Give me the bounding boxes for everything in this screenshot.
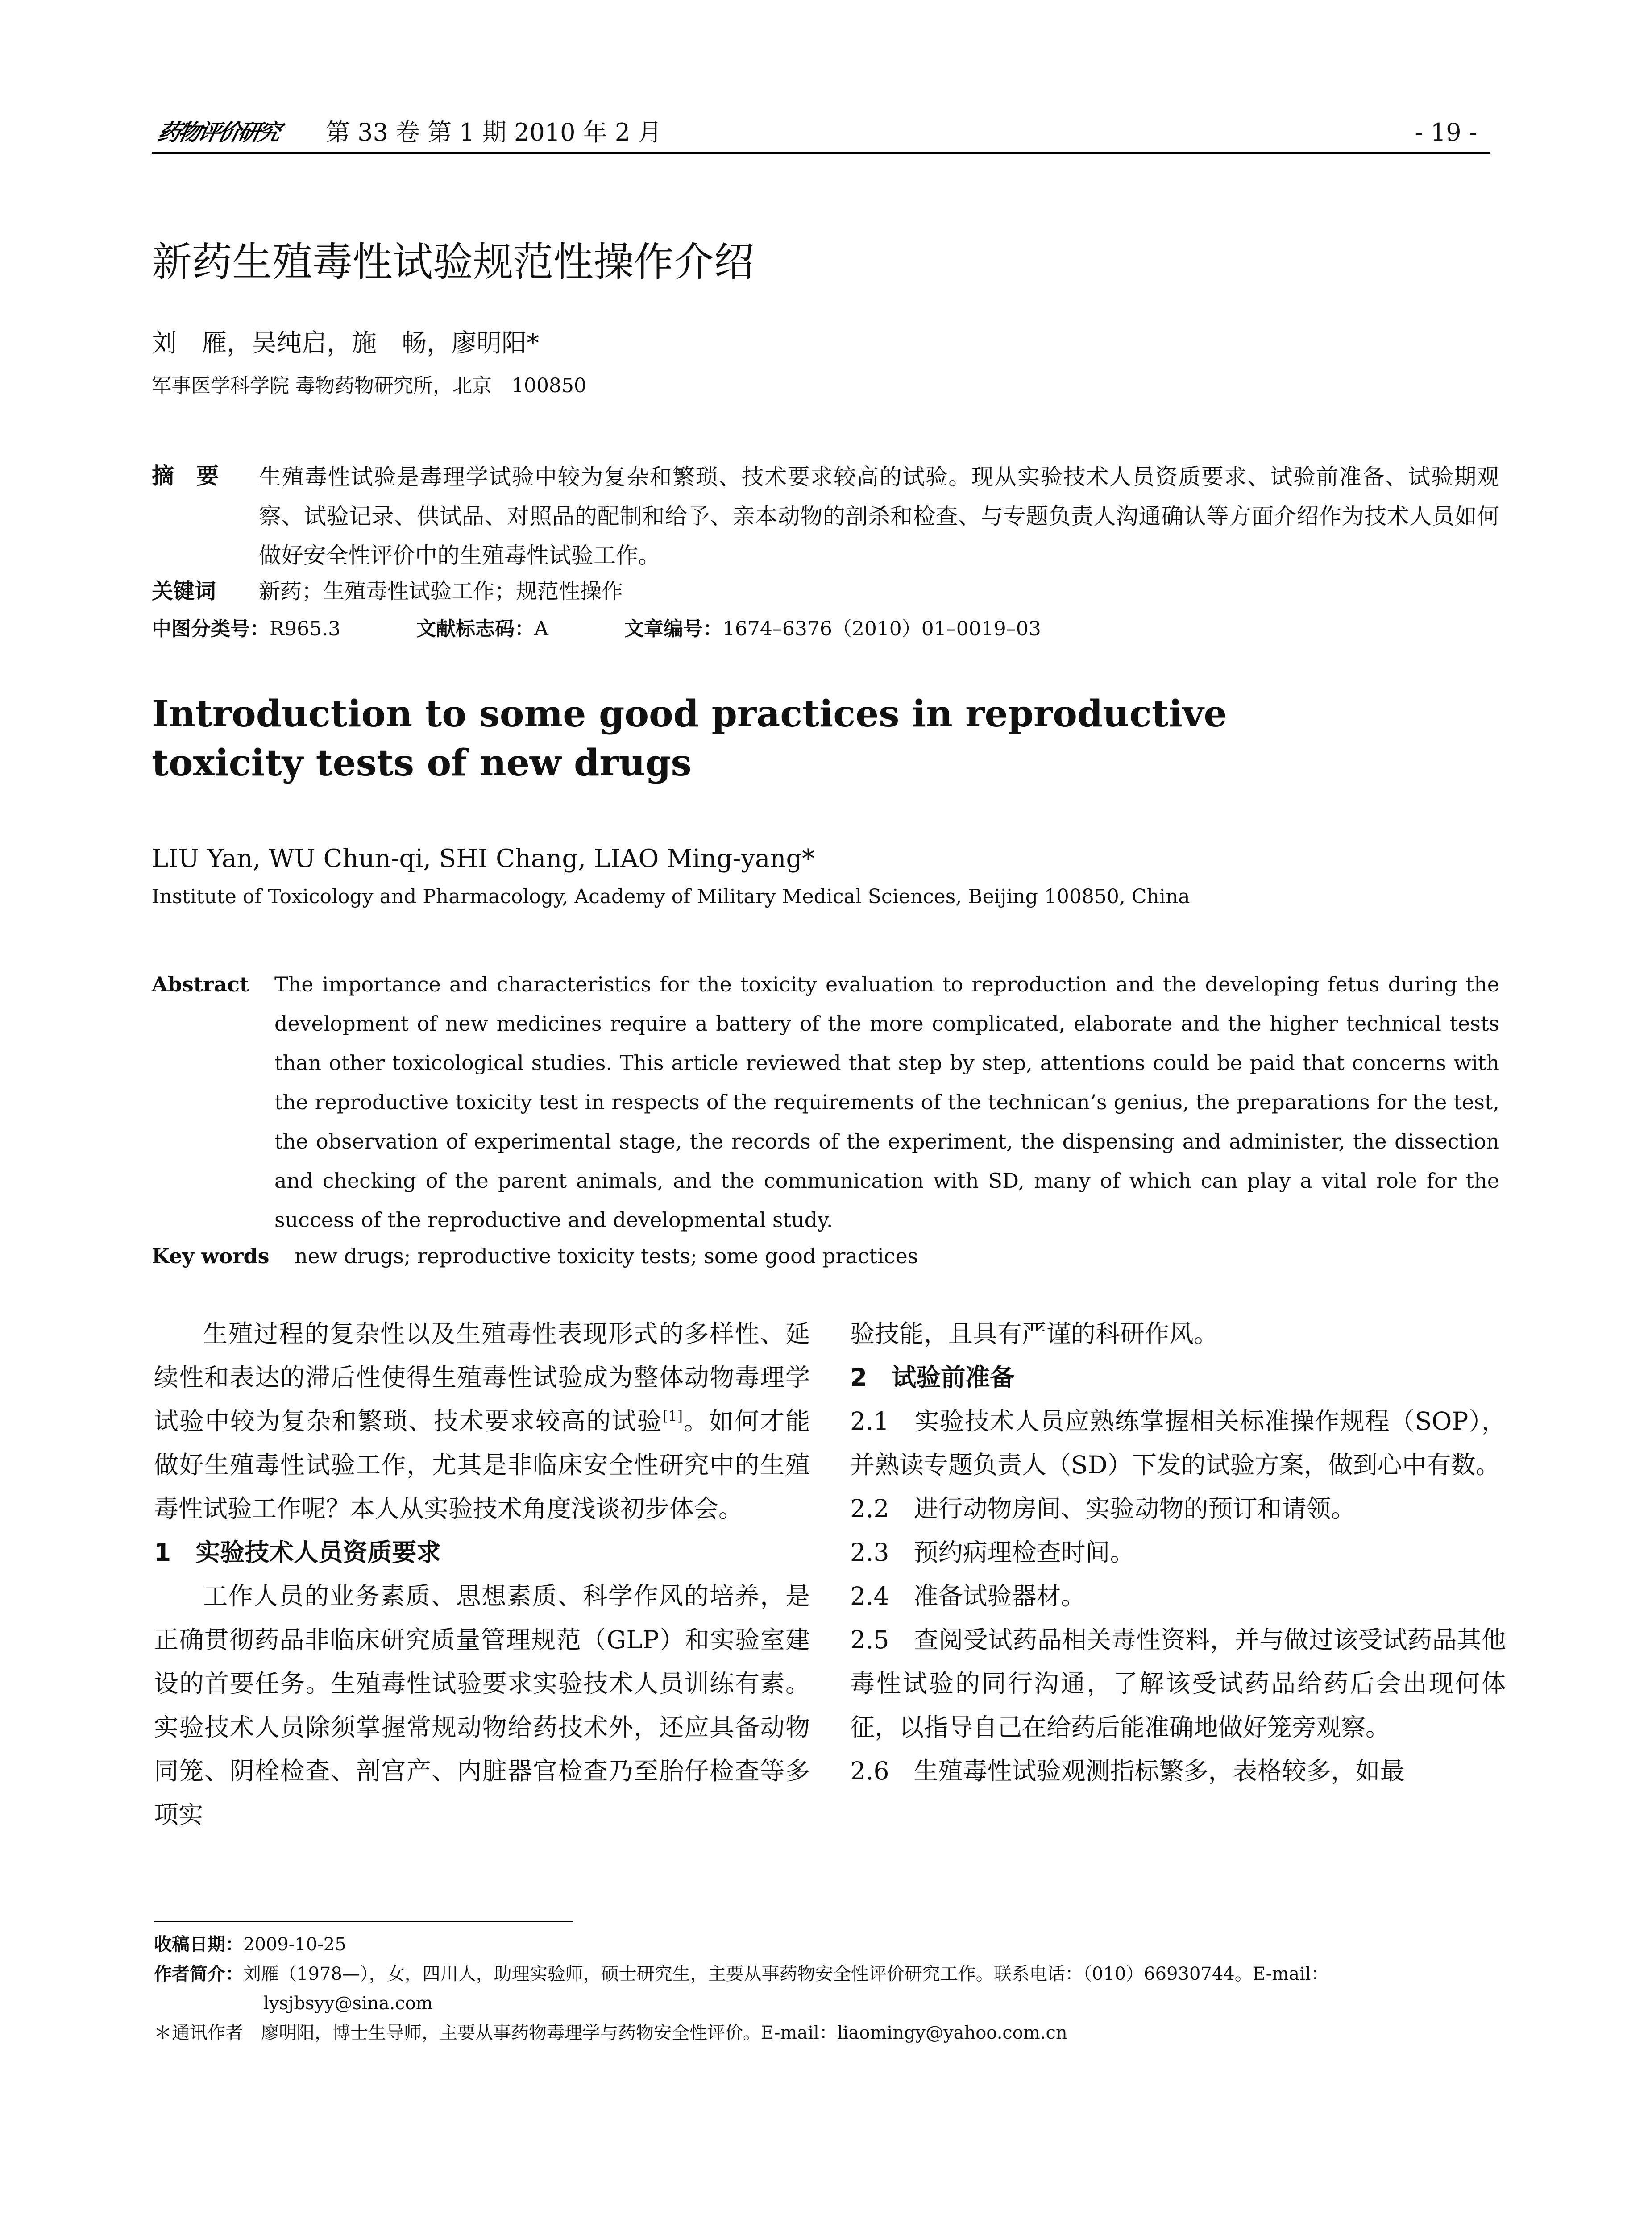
chinese-keywords-label: 关键词 (152, 579, 216, 604)
author-email[interactable]: lysjbsyy@sina.com (263, 1993, 433, 2014)
item-2-4: 2.4 准备试验器材。 (850, 1582, 1086, 1610)
issue-info: 第 33 卷 第 1 期 2010 年 2 月 (326, 118, 662, 146)
page-number: - 19 - (1415, 118, 1477, 146)
corresponding-label: ＊通讯作者 (154, 2023, 243, 2043)
english-affiliation: Institute of Toxicology and Pharmacology, Academy of Military Medical Sciences, Beijing 100850, China (152, 885, 1190, 908)
doc-code-label: 文献标志码： (416, 618, 535, 640)
corresponding-text: 廖明阳，博士生导师，主要从事药物毒理学与药物安全性评价。E-mail：liaomingy@yahoo.com.cn (261, 2023, 1067, 2043)
author-bio (154, 1959, 1506, 1989)
received-label: 收稿日期： (154, 1934, 243, 1955)
item-2-2: 2.2 进行动物房间、实验动物的预订和请领。 (850, 1494, 1356, 1523)
intro-text-b: 。如何才能做好生殖毒性试验工作，尤其是非临床安全性研究中的生殖毒性试验工作呢？本人从实验技术角度浅谈初步体会。 (154, 1407, 810, 1523)
body-column-right (850, 1312, 1506, 1793)
footnotes (154, 1930, 1506, 2048)
body-column-left (154, 1312, 810, 1837)
running-header (152, 117, 1490, 153)
received-value: 2009-10-25 (243, 1934, 346, 1955)
chinese-keywords: 新药；生殖毒性试验工作；规范性操作 (259, 579, 623, 604)
article-no-value: 1674–6376（2010）01–0019–03 (722, 618, 1041, 640)
intro-paragraph (154, 1312, 810, 1530)
english-abstract: The importance and characteristics for the toxicity evaluation to reproduction and the developing fetus during the development of new medicines require a battery of the more complicated, elaborate and the higher technical tests than other toxicological studies. This article reviewed that step by step, attentions could be paid that concerns with the reproductive toxicity test in respects of the requirements of the technican’s genius, the preparations for the test, the observation of experimental stage, the records of the experiment, the dispensing and administer, the dissection and checking of the parent animals, and the communication with SD, many of which can play a vital role for the success of the reproductive and developmental study. (274, 972, 1499, 1232)
chinese-affiliation: 军事医学科学院 毒物药物研究所，北京 100850 (152, 374, 586, 397)
english-keywords: new drugs; reproductive toxicity tests; some good practices (295, 1244, 918, 1268)
corresponding-author (154, 2018, 1506, 2048)
clc-value: R965.3 (270, 618, 341, 640)
journal-logo (155, 118, 313, 147)
section-1-paragraph: 工作人员的业务素质、思想素质、科学作风的培养，是正确贯彻药品非临床研究质量管理规范（GLP）和实验室建设的首要任务。生殖毒性试验要求实验技术人员训练有素。实验技术人员除须掌握常规动物给药技术外，还应具备动物同笼、阴栓检查、剖宫产、内脏器官检查乃至胎仔检查等多项实 (154, 1582, 810, 1829)
section-2-heading: 2 试验前准备 (850, 1363, 1015, 1392)
item-2-6: 2.6 生殖毒性试验观测指标繁多，表格较多，如最 (850, 1757, 1405, 1785)
journal-logo-text: 药物评价研究 (155, 119, 282, 145)
clc-label: 中图分类号： (152, 618, 270, 640)
item-2-3: 2.3 预约病理检查时间。 (850, 1538, 1135, 1567)
english-authors: LIU Yan, WU Chun-qi, SHI Chang, LIAO Ming-yang* (152, 844, 815, 873)
section-1-heading: 1 实验技术人员资质要求 (154, 1538, 441, 1567)
header-rule (152, 152, 1490, 154)
english-keywords-label: Key words (152, 1244, 270, 1268)
doc-code-value: A (534, 618, 548, 640)
author-bio-label: 作者简介： (154, 1964, 243, 1984)
chinese-title: 新药生殖毒性试验规范性操作介绍 (152, 239, 754, 286)
classification-row (152, 614, 1041, 645)
article-no-label: 文章编号： (624, 618, 722, 640)
chinese-abstract: 生殖毒性试验是毒理学试验中较为复杂和繁琐、技术要求较高的试验。现从实验技术人员资质要求、试验前准备、试验期观察、试验记录、供试品、对照品的配制和给予、亲本动物的剖杀和检查、与专题负责人沟通确认等方面介绍作为技术人员如何做好安全性评价中的生殖毒性试验工作。 (259, 464, 1499, 568)
author-bio-text: 刘雁（1978—），女，四川人，助理实验师，硕士研究生，主要从事药物安全性评价研究工作。联系电话：（010）66930744。E-mail： (243, 1964, 1329, 1984)
chinese-authors: 刘 雁，吴纯启，施 畅，廖明阳* (152, 329, 539, 358)
english-title: Introduction to some good practices in reproductive toxicity tests of new drugs (152, 693, 1227, 784)
chinese-abstract-label: 摘 要 (152, 463, 219, 489)
item-2-5: 2.5 查阅受试药品相关毒性资料，并与做过该受试药品其他毒性试验的同行沟通，了解该受试药品给药后会出现何体征，以指导自己在给药后能准确地做好笼旁观察。 (850, 1626, 1506, 1742)
item-2-1: 2.1 实验技术人员应熟练掌握相关标准操作规程（SOP），并熟读专题负责人（SD）下发的试验方案，做到心中有数。 (850, 1407, 1506, 1479)
footnote-rule (154, 1921, 573, 1922)
section-1-continuation: 验技能，且具有严谨的科研作风。 (850, 1319, 1219, 1348)
english-abstract-label: Abstract (152, 972, 249, 996)
citation-ref[interactable]: [1] (662, 1407, 683, 1425)
received-date (154, 1930, 1506, 1959)
intro-text-a: 生殖过程的复杂性以及生殖毒性表现形式的多样性、延续性和表达的滞后性使得生殖毒性试验成为整体动物毒理学试验中较为复杂和繁琐、技术要求较高的试验 (154, 1319, 810, 1435)
